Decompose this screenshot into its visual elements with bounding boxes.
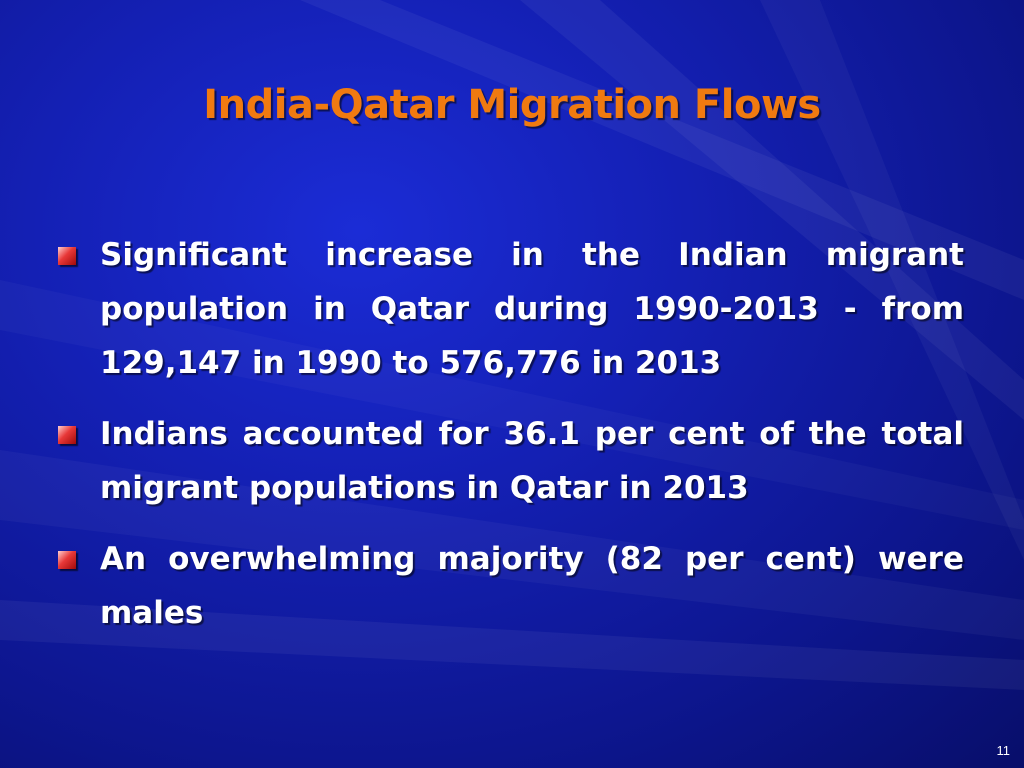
page-number: 11 (996, 743, 1010, 758)
slide-title: India-Qatar Migration Flows (203, 82, 821, 128)
bullet-square-icon (58, 247, 76, 265)
bullet-item (58, 228, 964, 390)
bullet-item (58, 407, 964, 515)
bullet-text: Significant increase in the Indian migrant population in Qatar during 1990-2013 - from 129,147 in 1990 to 576,776 in 2013 (100, 237, 964, 381)
bullet-text: Indians accounted for 36.1 per cent of the total migrant populations in Qatar in 2013 (100, 416, 964, 506)
bullet-square-icon (58, 426, 76, 444)
bullet-text: An overwhelming majority (82 per cent) were males (100, 541, 964, 631)
bullet-square-icon (58, 551, 76, 569)
bullet-list (58, 228, 964, 657)
bullet-item (58, 532, 964, 640)
